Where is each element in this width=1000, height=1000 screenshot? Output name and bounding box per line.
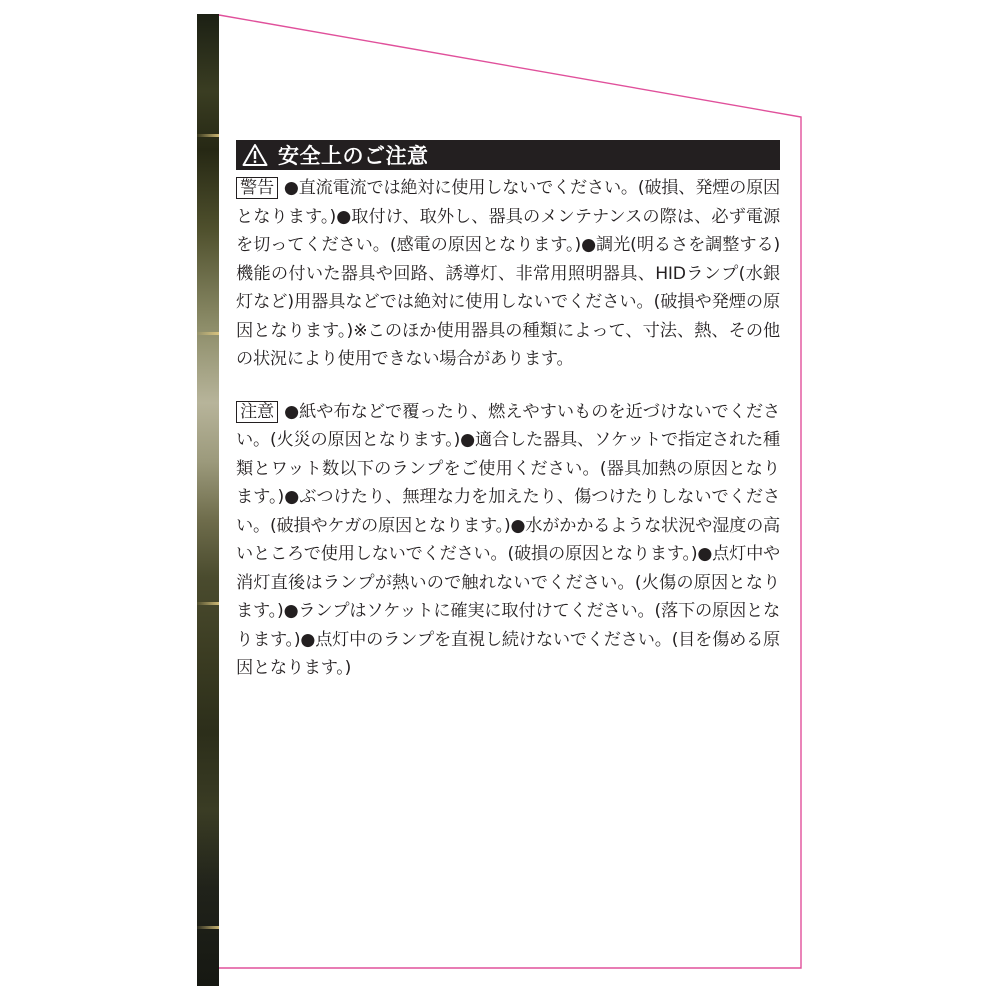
notice-header [236,140,780,170]
safety-notice [236,140,780,683]
caution-text: ●紙や布などで覆ったり、燃えやすいものを近づけないでください。(火災の原因となります。)●適合した器具、ソケットで指定された種類とワット数以下のランプをご使用ください。(器具加熱の原因となります。)●ぶつけたり、無理な力を加えたり、傷つけたりしないでください。(破損やケガの原因となります。)●水がかかるような状況や湿度の高いところで使用しないでください。(破損の原因となります。)●点灯中や消灯直後はランプが熱いので触れないでください。(火傷の原因となります。)●ランプはソケットに確実に取付けてください。(落下の原因となります。)●点灯中のランプを直視し続けないでください。(目を傷める原因となります。) [236,401,780,678]
warning-triangle-icon [242,143,268,167]
caution-section [236,398,780,683]
warning-section [236,174,780,374]
notice-title: 安全上のご注意 [278,144,429,168]
warning-label: 警告 [236,177,278,199]
warning-text: ●直流電流では絶対に使用しないでください。(破損、発煙の原因となります。)●取付け、取外し、器具のメンテナンスの際は、必ず電源を切ってください。(感電の原因となります。)●調光(明るさを調整する)機能の付いた器具や回路、誘導灯、非常用照明器具、HIDランプ(水銀灯など)用器具などでは絶対に使用しないでください。(破損や発煙の原因となります。)※このほか使用器具の種類によって、寸法、熱、その他の状況により使用できない場合があります。 [236,178,780,369]
caution-label: 注意 [236,401,278,423]
